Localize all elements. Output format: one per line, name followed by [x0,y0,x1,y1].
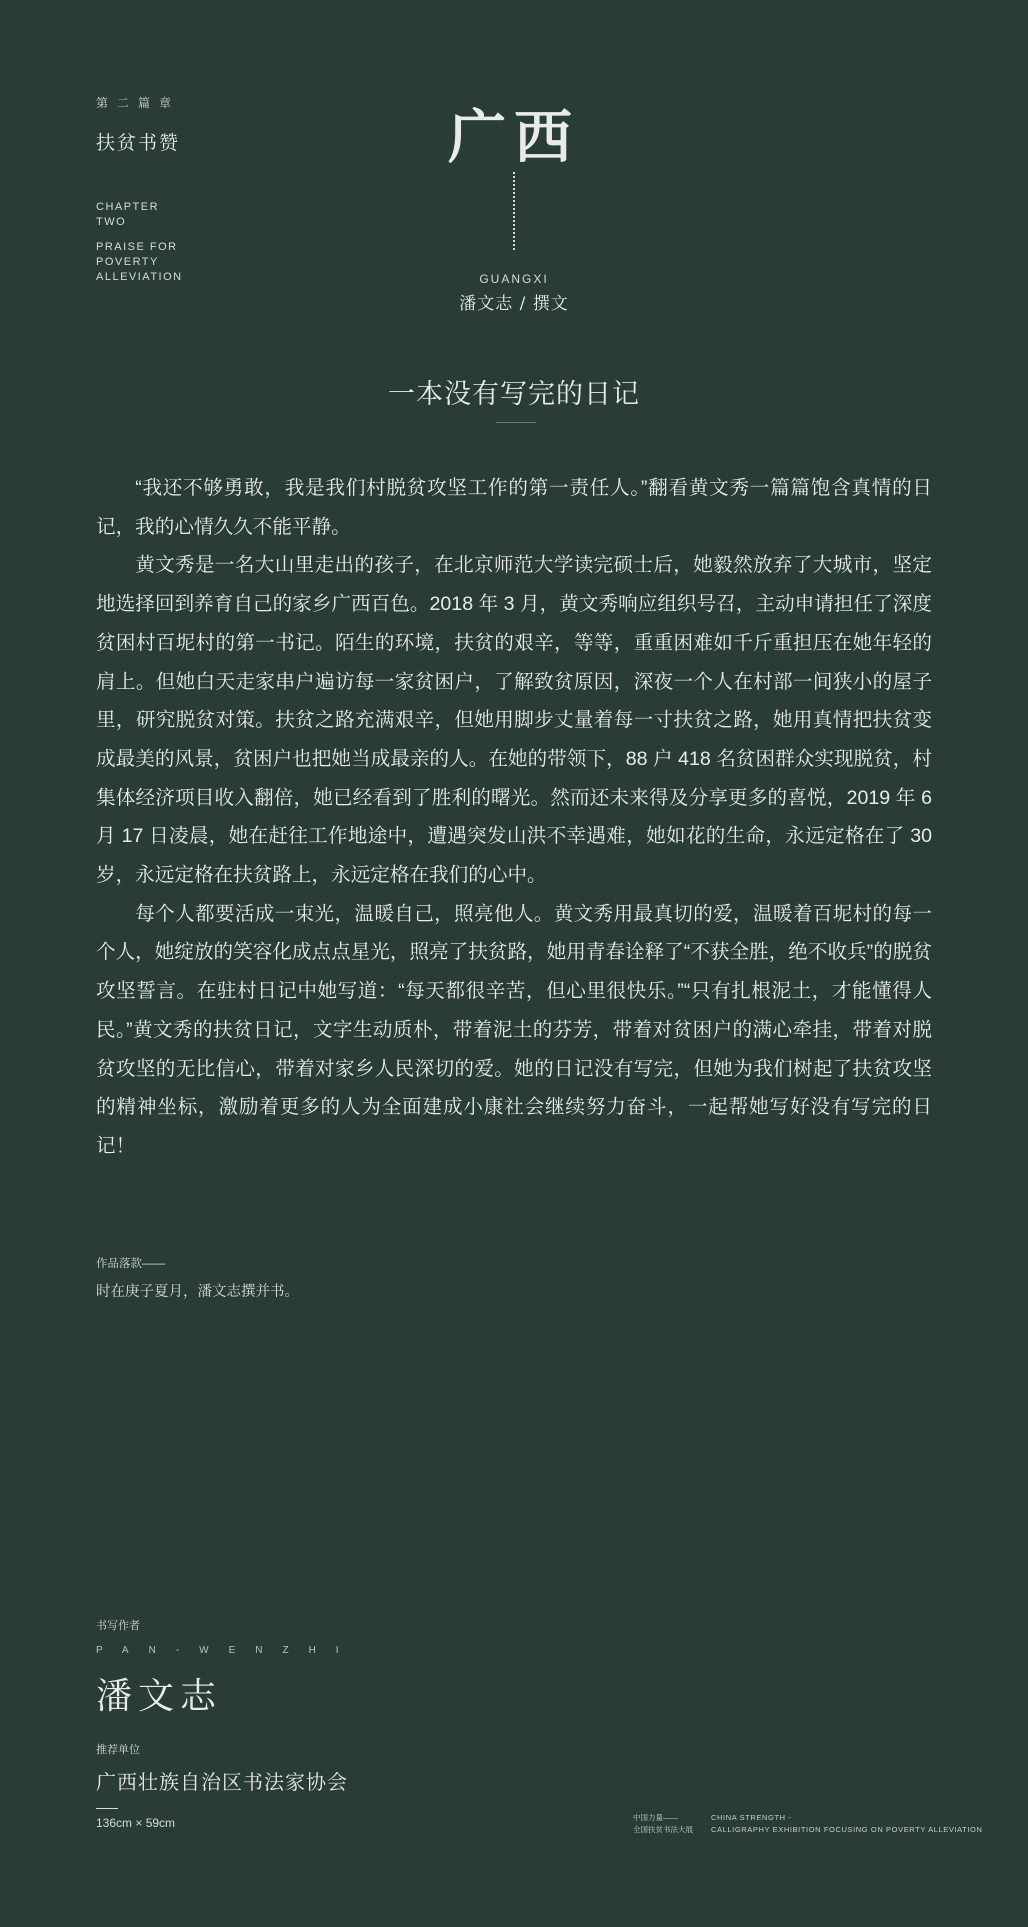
footer-exhibition-en [711,1812,983,1836]
chapter-en-subtitle-line: PRAISE FOR [96,241,178,253]
title-underline [496,422,536,423]
article-body [96,469,932,1166]
author-credit: 潘文志 / 撰文 [459,294,569,314]
region-title-en: GUANGXI [479,272,549,286]
article-title: 一本没有写完的日记 [388,379,640,410]
chapter-title: 扶贫书赞 [96,132,181,154]
footer-cn-line: 全国扶贫书法大展 [633,1825,693,1834]
article-paragraph: 黄文秀是一名大山里走出的孩子，在北京师范大学读完硕士后，她毅然放弃了大城市，坚定地选择回到养育自己的家乡广西百色。2018 年 3 月，黄文秀响应组织号召，主动申请担任了深度贫困村百坭村的第一书记。陌生的环境，扶贫的艰辛，等等，重重困难如千斤重担压在她年轻的肩上。但她白天走家串户遍访每一家贫困户，了解致贫原因，深夜一个人在村部一间狭小的屋子里，研究脱贫对策。扶贫之路充满艰辛，但她用脚步丈量着每一寸扶贫之路，她用真情把扶贫变成最美的风景，贫困户也把她当成最亲的人。在她的带领下，88 户 418 名贫困群众实现脱贫，村集体经济项目收入翻倍，她已经看到了胜利的曙光。然而还未来得及分享更多的喜悦，2019 年 6 月 17 日凌晨，她在赶往工作地途中，遭遇突发山洪不幸遇难，她如花的生命，永远定格在了 30 岁，永远定格在扶贫路上，永远定格在我们的心中。 [96,554,932,887]
organization-label: 推荐单位 [96,1744,140,1756]
organization-name: 广西壮族自治区书法家协会 [96,1770,348,1794]
writer-name: 潘文志 [96,1676,223,1717]
footer-en-line: CHINA STRENGTH - [711,1813,792,1822]
chapter-number: 第二篇章 [96,96,181,110]
chapter-en-subtitle-line: POVERTY [96,256,159,268]
writer-label: 书写作者 [96,1620,140,1632]
dotted-divider [513,172,515,250]
footer-en-line: CALLIGRAPHY EXHIBITION FOCUSING ON POVERTY ALLEVIATION [711,1825,983,1834]
work-size: 136cm × 59cm [96,1816,176,1830]
writer-pinyin: PAN-WENZHI [96,1645,359,1656]
region-title: 广西 [447,103,580,171]
footer-exhibition-cn [633,1812,693,1836]
chapter-en-line: TWO [96,216,127,228]
footer-cn-line: 中国力量—— [633,1813,678,1822]
chapter-en-line: CHAPTER [96,201,160,213]
size-divider [96,1808,118,1809]
article-paragraph: 每个人都要活成一束光，温暖自己，照亮他人。黄文秀用最真切的爱，温暖着百坭村的每一个人，她绽放的笑容化成点点星光，照亮了扶贫路，她用青春诠释了“不获全胜，绝不收兵”的脱贫攻坚誓言。在驻村日记中她写道：“每天都很辛苦，但心里很快乐。”“只有扎根泥土，才能懂得人民。”黄文秀的扶贫日记，文字生动质朴，带着泥土的芬芳，带着对贫困户的满心牵挂，带着对脱贫攻坚的无比信心，带着对家乡人民深切的爱。她的日记没有写完，但她为我们树起了扶贫攻坚的精神坐标，激励着更多的人为全面建成小康社会继续努力奋斗，一起帮她写好没有写完的日记！ [96,902,932,1157]
signature-text: 时在庚子夏月，潘文志撰并书。 [96,1284,299,1300]
chapter-en-subtitle-line: ALLEVIATION [96,271,183,283]
chapter-en-label [96,200,159,230]
signature-label: 作品落款—— [96,1258,165,1270]
article-paragraph: “我还不够勇敢，我是我们村脱贫攻坚工作的第一责任人。”翻看黄文秀一篇篇饱含真情的日记，我的心情久久不能平静。 [96,477,932,538]
